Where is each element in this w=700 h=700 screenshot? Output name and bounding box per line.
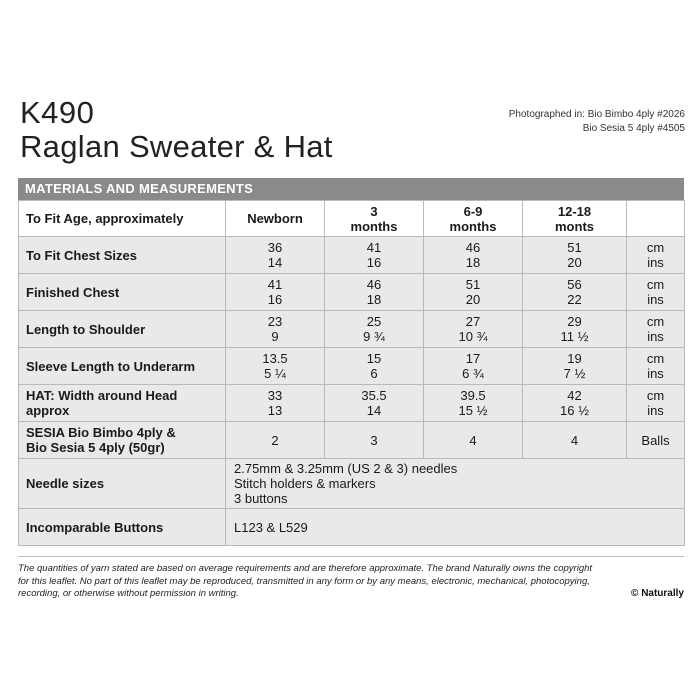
row-label: Needle sizes xyxy=(19,459,226,509)
table-cell: 35.5 14 xyxy=(325,385,424,422)
table-row xyxy=(19,237,685,274)
size-header-6-9-months: 6-9 months xyxy=(424,201,523,237)
row-label: To Fit Chest Sizes xyxy=(19,237,226,274)
table-cell: 23 9 xyxy=(226,311,325,348)
table-cell: 56 22 xyxy=(523,274,627,311)
table-cell: 36 14 xyxy=(226,237,325,274)
table-cell: 4 xyxy=(424,422,523,459)
row-label: Sleeve Length to Underarm xyxy=(19,348,226,385)
section-title-bar: MATERIALS AND MEASUREMENTS xyxy=(18,178,684,200)
size-header-3-months: 3 months xyxy=(325,201,424,237)
unit-cell: cm ins xyxy=(627,348,685,385)
table-cell: 51 20 xyxy=(424,274,523,311)
table-row xyxy=(19,422,685,459)
table-row xyxy=(19,311,685,348)
unit-cell: cm ins xyxy=(627,311,685,348)
unit-cell: cm ins xyxy=(627,274,685,311)
table-cell: 25 9 ¾ xyxy=(325,311,424,348)
unit-cell: cm ins xyxy=(627,385,685,422)
table-cell: 42 16 ½ xyxy=(523,385,627,422)
table-row xyxy=(19,385,685,422)
table-cell: 4 xyxy=(523,422,627,459)
row-label: SESIA Bio Bimbo 4ply & Bio Sesia 5 4ply (50gr) xyxy=(19,422,226,459)
size-header-12-18-months: 12-18 monts xyxy=(523,201,627,237)
table-cell: 46 18 xyxy=(424,237,523,274)
copyright-disclaimer xyxy=(18,563,684,601)
pattern-header xyxy=(20,96,685,168)
row-label: Length to Shoulder xyxy=(19,311,226,348)
photographed-line-2: Bio Sesia 5 4ply #4505 xyxy=(582,123,685,134)
materials-table-wrapper xyxy=(18,178,684,546)
row-label: Finished Chest xyxy=(19,274,226,311)
table-cell: 19 7 ½ xyxy=(523,348,627,385)
needle-sizes-row xyxy=(19,459,685,509)
unit-header-empty xyxy=(627,201,685,237)
footer-divider xyxy=(18,556,684,557)
table-row xyxy=(19,274,685,311)
table-cell: 15 6 xyxy=(325,348,424,385)
table-cell: 41 16 xyxy=(226,274,325,311)
copyright-mark: © Naturally xyxy=(631,588,684,599)
row-label: HAT: Width around Head approx xyxy=(19,385,226,422)
table-cell: 3 xyxy=(325,422,424,459)
age-label: To Fit Age, approximately xyxy=(19,201,226,237)
materials-table xyxy=(18,200,685,546)
photographed-in-note xyxy=(509,108,685,136)
size-header-newborn: Newborn xyxy=(226,201,325,237)
disclaimer-line: recording, or otherwise without permission in writing. xyxy=(18,588,239,599)
size-header-row xyxy=(19,201,685,237)
disclaimer-line: for this leaflet. No part of this leaflet may be reproduced, transmitted in any form or by any means, electronic, mechanical, photocopying, xyxy=(18,575,590,587)
buttons-row xyxy=(19,509,685,546)
buttons-value: L123 & L529 xyxy=(226,509,685,546)
table-cell: 29 11 ½ xyxy=(523,311,627,348)
table-cell: 41 16 xyxy=(325,237,424,274)
unit-cell: Balls xyxy=(627,422,685,459)
table-cell: 27 10 ¾ xyxy=(424,311,523,348)
table-cell: 17 6 ¾ xyxy=(424,348,523,385)
table-cell: 2 xyxy=(226,422,325,459)
table-cell: 51 20 xyxy=(523,237,627,274)
table-cell: 13.5 5 ¼ xyxy=(226,348,325,385)
unit-cell: cm ins xyxy=(627,237,685,274)
pattern-title: Raglan Sweater & Hat xyxy=(20,129,333,164)
row-label: Incomparable Buttons xyxy=(19,509,226,546)
table-row xyxy=(19,348,685,385)
pattern-code: K490 xyxy=(20,95,95,130)
table-cell: 39.5 15 ½ xyxy=(424,385,523,422)
photographed-line-1: Photographed in: Bio Bimbo 4ply #2026 xyxy=(508,109,685,120)
table-cell: 33 13 xyxy=(226,385,325,422)
table-cell: 46 18 xyxy=(325,274,424,311)
disclaimer-line: The quantities of yarn stated are based on average requirements and are therefore approximate. The brand Naturally owns the copyright xyxy=(18,563,593,574)
needle-sizes-value: 2.75mm & 3.25mm (US 2 & 3) needles Stitch holders & markers 3 buttons xyxy=(226,459,685,509)
